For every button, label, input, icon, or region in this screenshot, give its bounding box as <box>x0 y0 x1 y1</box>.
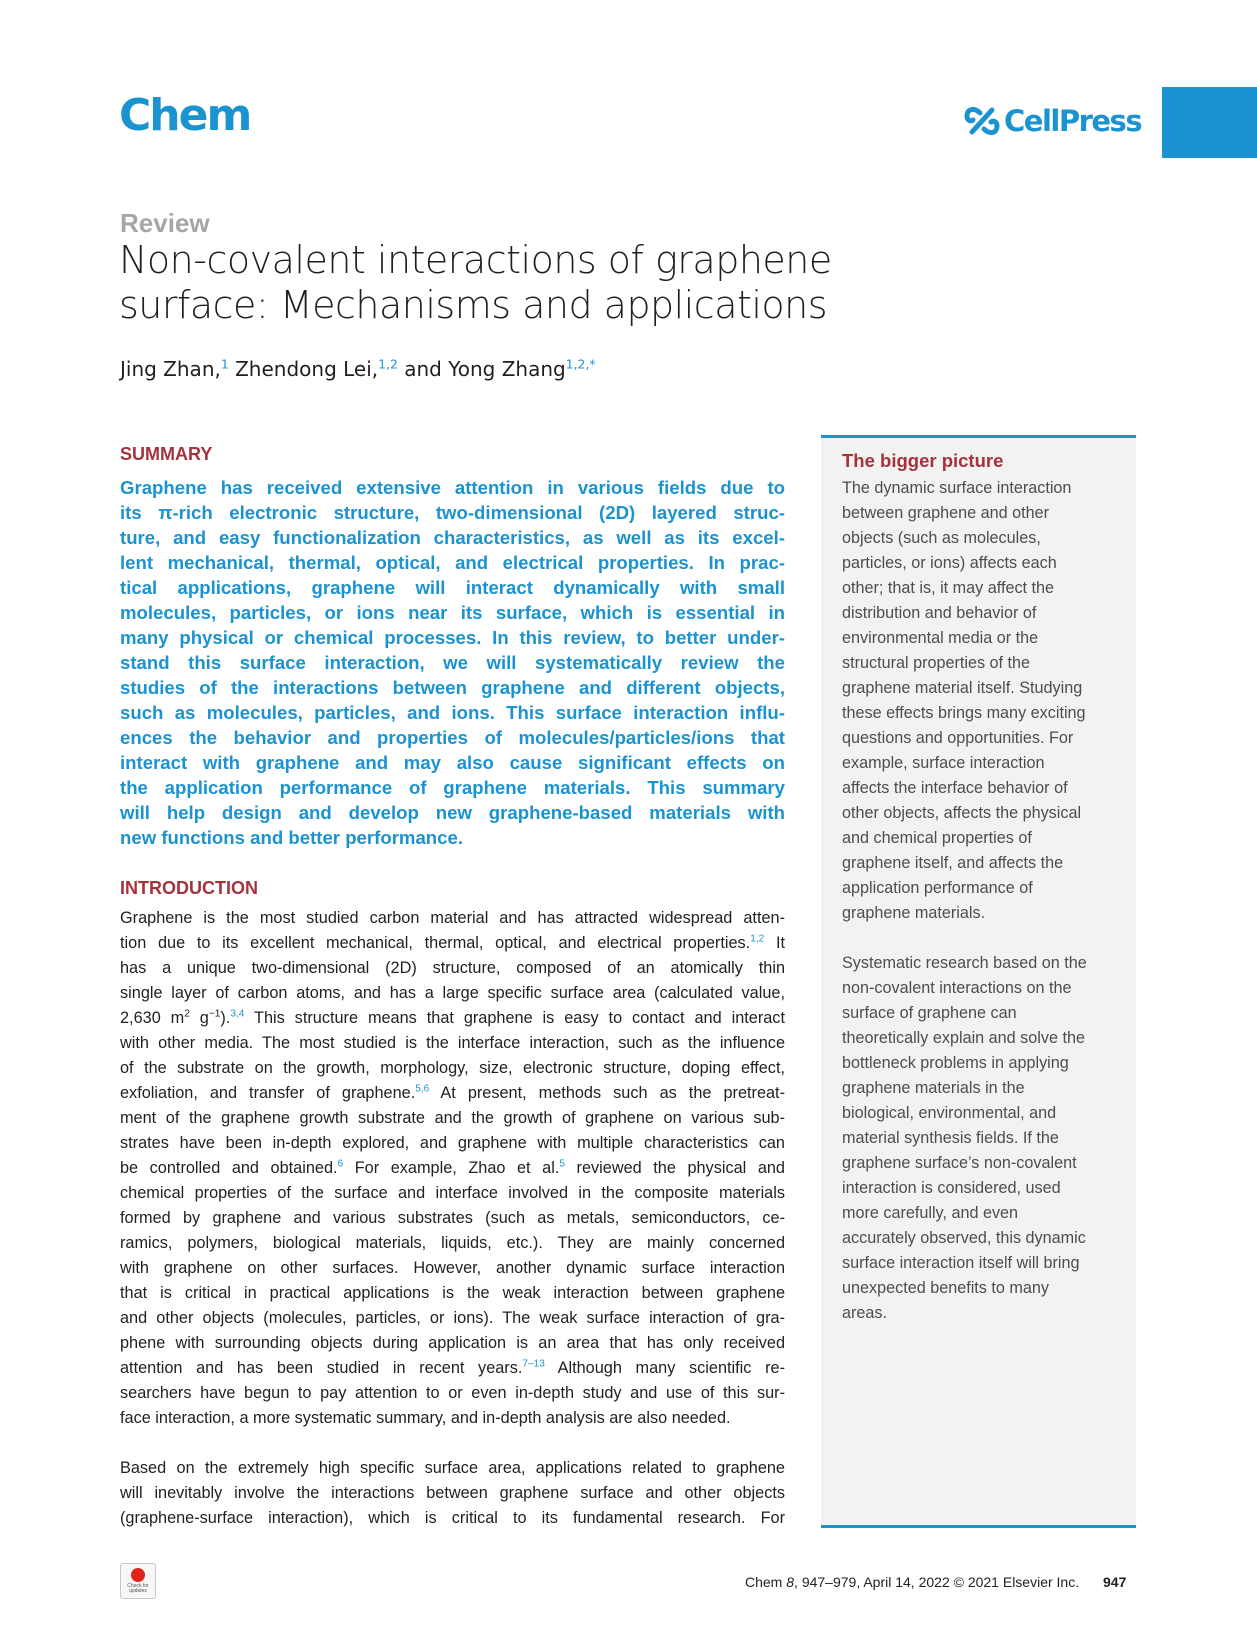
text-line: Systematic research based on the <box>842 954 1087 972</box>
introduction-paragraph-2 <box>120 1456 785 1531</box>
text-line: exfoliation, and transfer of graphene.$^{5,6}$ At present, methods such as the pretreat- <box>120 1083 785 1102</box>
text-line: tion due to its excellent mechanical, thermal, optical, and electrical properties.$^{1,2}$ It <box>120 933 786 952</box>
text-line: biological, environmental, and <box>842 1104 1057 1122</box>
text-line: surface of graphene can <box>842 1004 1017 1022</box>
text-line: of the substrate on the growth, morphology, size, electronic structure, doping effect, <box>120 1059 785 1077</box>
article-title <box>119 238 879 328</box>
text-line: application performance of <box>842 879 1033 897</box>
summary-line: interact with graphene and may also cause significant effects on <box>120 752 785 773</box>
summary-line: many physical or chemical processes. In this review, to better under- <box>120 627 785 648</box>
text-line: Graphene is the most studied carbon material and has attracted widespread atten- <box>120 909 785 927</box>
title-line: surface: Mechanisms and applications <box>119 283 828 327</box>
text-line: and other objects (molecules, particles, or ions). The weak surface interaction of gra- <box>120 1309 785 1327</box>
footer-volume: 8 <box>786 1574 795 1590</box>
text-line: bottleneck problems in applying <box>842 1054 1069 1072</box>
bigger-picture-paragraph-1 <box>842 476 1122 926</box>
text-line: strates have been in-depth explored, and graphene with multiple characteristics can <box>120 1134 785 1152</box>
text-line: will inevitably involve the interactions between graphene surface and other objects <box>120 1484 785 1502</box>
summary-line: Graphene has received extensive attention in various fields due to <box>120 477 785 498</box>
author-name: Zhendong Lei, <box>235 357 379 381</box>
citation-link[interactable]: 3,4 <box>230 1008 245 1020</box>
text-line: that is critical in practical applications is the weak interaction between graphene <box>120 1284 785 1302</box>
publisher-name: CellPress <box>1004 104 1142 138</box>
bigger-picture-paragraph-2 <box>842 951 1122 1326</box>
text-line: accurately observed, this dynamic <box>842 1229 1086 1247</box>
author-name: and Yong Zhang <box>404 357 566 381</box>
corner-tab <box>1162 87 1257 158</box>
text-line: affects the interface behavior of <box>842 779 1068 797</box>
summary-line: such as molecules, particles, and ions. This surface interaction influ- <box>120 702 785 723</box>
journal-logo: Chem <box>119 90 251 141</box>
text-line: other; that is, it may affect the <box>842 579 1055 597</box>
text-line: non-covalent interactions on the <box>842 979 1072 997</box>
title-line: Non-covalent interactions of graphene <box>119 238 832 282</box>
summary-line: its π-rich electronic structure, two-dimensional (2D) layered struc- <box>120 502 785 523</box>
summary-line: ences the behavior and properties of molecules/particles/ions that <box>120 727 785 748</box>
text-line: graphene materials in the <box>842 1079 1025 1097</box>
text-line: graphene surface’s non-covalent <box>842 1154 1077 1172</box>
check-for-updates-label: Check for updates <box>127 1583 149 1594</box>
text-line: graphene materials. <box>842 904 986 922</box>
text-line: surface interaction itself will bring <box>842 1254 1080 1272</box>
text-line: example, surface interaction <box>842 754 1045 772</box>
summary-line: studies of the interactions between graphene and different objects, <box>120 677 785 698</box>
page-footer <box>745 1574 1126 1590</box>
bigger-picture-panel <box>821 435 1136 1528</box>
citation-link[interactable]: 5 <box>559 1158 565 1170</box>
text-line: more carefully, and even <box>842 1204 1019 1222</box>
cellpress-icon <box>964 104 1000 138</box>
text-line: 2,630 $m^2$ $g^{-1}).^{3,4}$ This structure means that graphene is easy to contact and interact <box>120 1008 785 1027</box>
text-line: questions and opportunities. For <box>842 729 1074 747</box>
summary-line: stand this surface interaction, we will systematically review the <box>120 652 785 673</box>
text-line: with other media. The most studied is the interface interaction, such as the influence <box>120 1034 785 1052</box>
text-line: single layer of carbon atoms, and has a large specific surface area (calculated value, <box>120 984 785 1002</box>
text-line: The dynamic surface interaction <box>842 479 1072 497</box>
summary-text <box>120 475 785 850</box>
summary-line: ture, and easy functionalization characteristics, as well as its excel- <box>120 527 785 548</box>
text-line: with graphene on other surfaces. However, another dynamic surface interaction <box>120 1259 785 1277</box>
text-line: has a unique two-dimensional (2D) structure, composed of an atomically thin <box>120 959 785 977</box>
citation-link[interactable]: 1,2 <box>750 933 765 945</box>
author-affiliation[interactable]: 1 <box>220 356 229 372</box>
text-line: these effects brings many exciting <box>842 704 1086 722</box>
text-line: attention and has been studied in recent years.$^{7-13}$ Although many scientific re- <box>120 1358 785 1377</box>
text-line: environmental media or the <box>842 629 1039 647</box>
author-affiliation[interactable]: 1,2,* <box>565 356 596 372</box>
text-line: areas. <box>842 1304 887 1322</box>
text-line: interaction is considered, used <box>842 1179 1061 1197</box>
citation-link[interactable]: 7–13 <box>522 1358 545 1370</box>
text-line: Based on the extremely high specific surface area, applications related to graphene <box>120 1459 785 1477</box>
introduction-heading: INTRODUCTION <box>120 878 258 898</box>
bigger-picture-heading: The bigger picture <box>842 450 1004 471</box>
text-line: face interaction, a more systematic summary, and in-depth analysis are also needed. <box>120 1409 731 1427</box>
text-line: between graphene and other <box>842 504 1050 522</box>
author-list <box>120 357 596 381</box>
summary-line: lent mechanical, thermal, optical, and electrical properties. In prac- <box>120 552 785 573</box>
text-line: be controlled and obtained.$^6$ For example, Zhao et al.$^5$ reviewed the physical and <box>120 1158 785 1177</box>
introduction-paragraph-1 <box>120 906 785 1431</box>
text-line: particles, or ions) affects each <box>842 554 1057 572</box>
summary-line: tical applications, graphene will interact dynamically with small <box>120 577 785 598</box>
bookmark-badge-icon <box>131 1568 145 1582</box>
author-affiliation[interactable]: 1,2 <box>378 356 398 372</box>
footer-citation: , 947–979, April 14, 2022 © 2021 Elsevier Inc. <box>794 1574 1080 1590</box>
text-line: chemical properties of the surface and interface involved in the composite materials <box>120 1184 785 1202</box>
text-line: distribution and behavior of <box>842 604 1037 622</box>
text-line: theoretically explain and solve the <box>842 1029 1085 1047</box>
summary-line: the application performance of graphene materials. This summary <box>120 777 785 798</box>
text-line: ment of the graphene growth substrate and the growth of graphene on various sub- <box>120 1109 785 1127</box>
article-type: Review <box>120 208 210 238</box>
footer-journal: Chem <box>745 1574 783 1590</box>
text-line: ramics, polymers, biological materials, liquids, etc.). They are mainly concerned <box>120 1234 785 1252</box>
text-line: searchers have begun to pay attention to or even in-depth study and use of this sur- <box>120 1384 785 1402</box>
summary-heading: SUMMARY <box>120 444 213 464</box>
page-number: 947 <box>1103 1574 1127 1590</box>
text-line: material synthesis fields. If the <box>842 1129 1059 1147</box>
text-line: structural properties of the <box>842 654 1031 672</box>
citation-link[interactable]: 6 <box>337 1158 344 1170</box>
publisher-logo <box>964 104 1141 138</box>
text-line: (graphene-surface interaction), which is critical to its fundamental research. For <box>120 1509 785 1527</box>
citation-link[interactable]: 5,6 <box>415 1083 430 1095</box>
summary-line: molecules, particles, or ions near its surface, which is essential in <box>120 602 785 623</box>
text-line: unexpected benefits to many <box>842 1279 1049 1297</box>
text-line: other objects, affects the physical <box>842 804 1082 822</box>
text-line: and chemical properties of <box>842 829 1032 847</box>
summary-line: new functions and better performance. <box>120 827 464 848</box>
text-line: formed by graphene and various substrates (such as metals, semiconductors, ce- <box>120 1209 785 1227</box>
text-line: graphene itself, and affects the <box>842 854 1064 872</box>
text-line: objects (such as molecules, <box>842 529 1041 547</box>
text-line: graphene material itself. Studying <box>842 679 1083 697</box>
summary-line: will help design and develop new graphene-based materials with <box>120 802 785 823</box>
author-name: Jing Zhan, <box>120 357 221 381</box>
check-for-updates-icon[interactable] <box>120 1563 156 1599</box>
text-line: phene with surrounding objects during application is an area that has only received <box>120 1334 785 1352</box>
